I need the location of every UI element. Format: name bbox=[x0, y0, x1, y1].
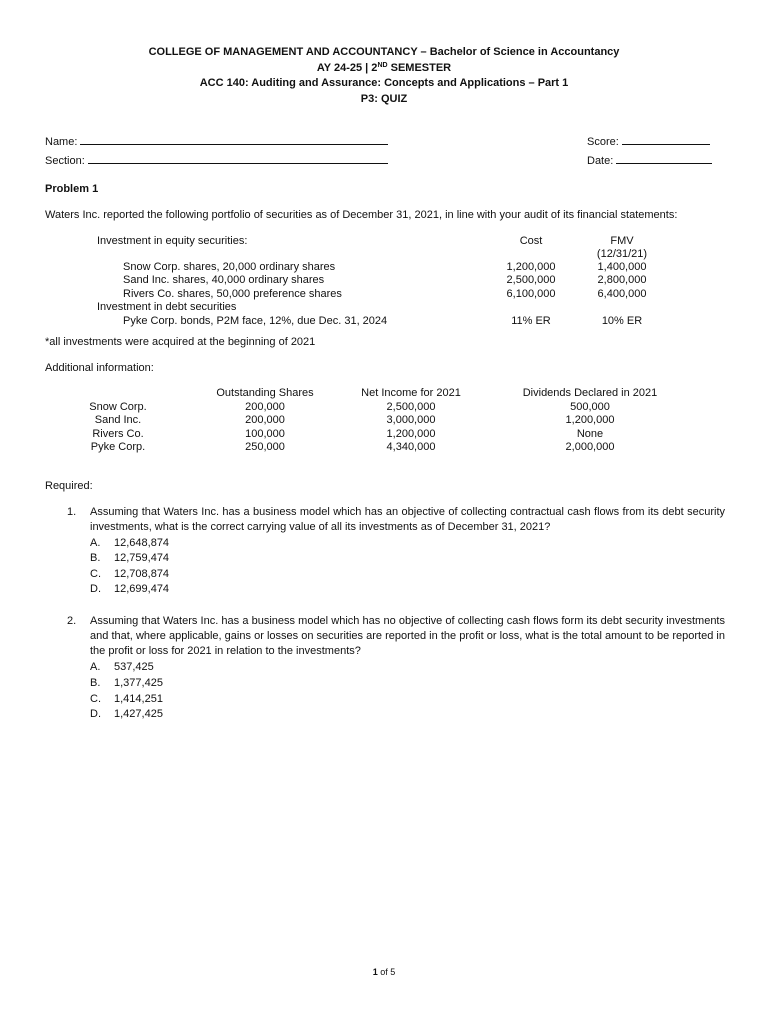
option-value: 12,648,874 bbox=[114, 537, 170, 549]
option-value: 12,708,874 bbox=[114, 568, 170, 580]
cost-column-header: Cost bbox=[519, 235, 543, 247]
option-letter: C. bbox=[90, 693, 101, 705]
shares-value: 200,000 bbox=[245, 401, 285, 413]
quiz-title: P3: QUIZ bbox=[360, 92, 408, 105]
fmv-column-header: FMV bbox=[610, 235, 634, 247]
option-value: 1,377,425 bbox=[114, 677, 163, 689]
portfolio-row-desc: Snow Corp. shares, 20,000 ordinary shares bbox=[123, 261, 336, 273]
question-number: 1. bbox=[67, 506, 77, 518]
option-value: 537,425 bbox=[114, 661, 154, 673]
date-field[interactable] bbox=[587, 153, 712, 168]
academic-year bbox=[0, 61, 768, 77]
section-field[interactable] bbox=[45, 153, 388, 168]
college-title: COLLEGE OF MANAGEMENT AND ACCOUNTANCY – Bachelor of Science in Accountancy bbox=[148, 46, 620, 58]
score-field[interactable] bbox=[587, 134, 710, 149]
debt-row-cost: 11% ER bbox=[511, 315, 551, 327]
answer-option[interactable] bbox=[90, 567, 169, 583]
date-blank[interactable] bbox=[616, 153, 712, 164]
company-name: Pyke Corp. bbox=[90, 441, 146, 453]
section-blank[interactable] bbox=[88, 153, 388, 164]
debt-heading: Investment in debt securities bbox=[97, 301, 237, 313]
portfolio-row-fmv: 2,800,000 bbox=[597, 274, 647, 286]
score-blank[interactable] bbox=[622, 134, 710, 145]
dividends-value: 2,000,000 bbox=[565, 441, 615, 453]
dividends-value: 500,000 bbox=[570, 401, 610, 413]
company-name: Rivers Co. bbox=[92, 428, 144, 440]
option-letter: B. bbox=[90, 677, 101, 689]
portfolio-row-cost: 2,500,000 bbox=[506, 274, 556, 286]
document-header bbox=[0, 45, 768, 107]
dividends-header: Dividends Declared in 2021 bbox=[522, 387, 658, 399]
semester-ordinal: ND bbox=[377, 61, 388, 69]
answer-option[interactable] bbox=[90, 692, 163, 708]
income-value: 2,500,000 bbox=[386, 401, 436, 413]
option-value: 12,699,474 bbox=[114, 583, 170, 595]
required-label: Required: bbox=[45, 480, 93, 492]
name-blank[interactable] bbox=[80, 134, 388, 145]
date-label: Date: bbox=[587, 155, 614, 167]
score-label: Score: bbox=[587, 136, 619, 148]
academic-year-text: AY 24-25 | 2 bbox=[316, 61, 378, 74]
shares-value: 250,000 bbox=[245, 441, 285, 453]
semester-text: SEMESTER bbox=[387, 61, 452, 74]
portfolio-row-fmv: 1,400,000 bbox=[597, 261, 647, 273]
fmv-date-header: (12/31/21) bbox=[596, 248, 648, 260]
total-pages: of 5 bbox=[377, 967, 396, 977]
portfolio-row-cost: 6,100,000 bbox=[506, 288, 556, 300]
option-letter: A. bbox=[90, 661, 101, 673]
answer-option[interactable] bbox=[90, 676, 163, 692]
option-value: 12,759,474 bbox=[114, 552, 170, 564]
income-value: 1,200,000 bbox=[386, 428, 436, 440]
answer-option[interactable] bbox=[90, 582, 169, 598]
problem-title: Problem 1 bbox=[45, 183, 99, 195]
debt-row-fmv: 10% ER bbox=[601, 315, 643, 327]
option-value: 1,414,251 bbox=[114, 693, 163, 705]
problem-intro: Waters Inc. reported the following portfolio of securities as of December 31, 2021, in line with your audit of its financial statements: bbox=[45, 209, 678, 221]
name-field[interactable] bbox=[45, 134, 388, 149]
answer-option[interactable] bbox=[90, 551, 169, 567]
income-value: 4,340,000 bbox=[386, 441, 436, 453]
income-value: 3,000,000 bbox=[386, 414, 436, 426]
dividends-value: None bbox=[576, 428, 604, 440]
question-text: Assuming that Waters Inc. has a business model which has no objective of collecting cash flows form its debt security investments and that, where applicable, gains or losses on securities are reported in the profit or loss, what is the total amount to be reported in the profit or loss for 2021 in relation to the investments? bbox=[90, 615, 725, 657]
equity-heading: Investment in equity securities: bbox=[97, 235, 248, 247]
company-name: Snow Corp. bbox=[89, 401, 147, 413]
net-income-header: Net Income for 2021 bbox=[361, 387, 461, 399]
option-letter: C. bbox=[90, 568, 101, 580]
name-label: Name: bbox=[45, 136, 78, 148]
section-label: Section: bbox=[45, 155, 85, 167]
option-letter: D. bbox=[90, 583, 101, 595]
answer-option[interactable] bbox=[90, 536, 169, 552]
dividends-value: 1,200,000 bbox=[565, 414, 615, 426]
outstanding-shares-header: Outstanding Shares bbox=[216, 387, 314, 399]
acquisition-note: *all investments were acquired at the beginning of 2021 bbox=[45, 336, 316, 348]
page-number bbox=[0, 966, 768, 979]
shares-value: 100,000 bbox=[245, 428, 285, 440]
current-page: 1 bbox=[372, 967, 378, 977]
portfolio-row-fmv: 6,400,000 bbox=[597, 288, 647, 300]
company-name: Sand Inc. bbox=[94, 414, 142, 426]
question-number: 2. bbox=[67, 615, 77, 627]
option-letter: A. bbox=[90, 537, 101, 549]
course-title: ACC 140: Auditing and Assurance: Concepts and Applications – Part 1 bbox=[199, 77, 569, 89]
option-letter: B. bbox=[90, 552, 101, 564]
portfolio-row-desc: Rivers Co. shares, 50,000 preference shares bbox=[123, 288, 342, 300]
debt-row-desc: Pyke Corp. bonds, P2M face, 12%, due Dec. 31, 2024 bbox=[123, 315, 388, 327]
answer-option[interactable] bbox=[90, 707, 163, 723]
option-letter: D. bbox=[90, 708, 101, 720]
answer-option[interactable] bbox=[90, 660, 154, 676]
portfolio-row-cost: 1,200,000 bbox=[506, 261, 556, 273]
portfolio-row-desc: Sand Inc. shares, 40,000 ordinary shares bbox=[123, 274, 325, 286]
option-value: 1,427,425 bbox=[114, 708, 163, 720]
additional-info-label: Additional information: bbox=[45, 362, 154, 374]
question-text: Assuming that Waters Inc. has a business model which has an objective of collecting contractual cash flows from its debt security investments, what is the correct carrying value of all its investments as of December 31, 2021? bbox=[90, 506, 725, 533]
shares-value: 200,000 bbox=[245, 414, 285, 426]
